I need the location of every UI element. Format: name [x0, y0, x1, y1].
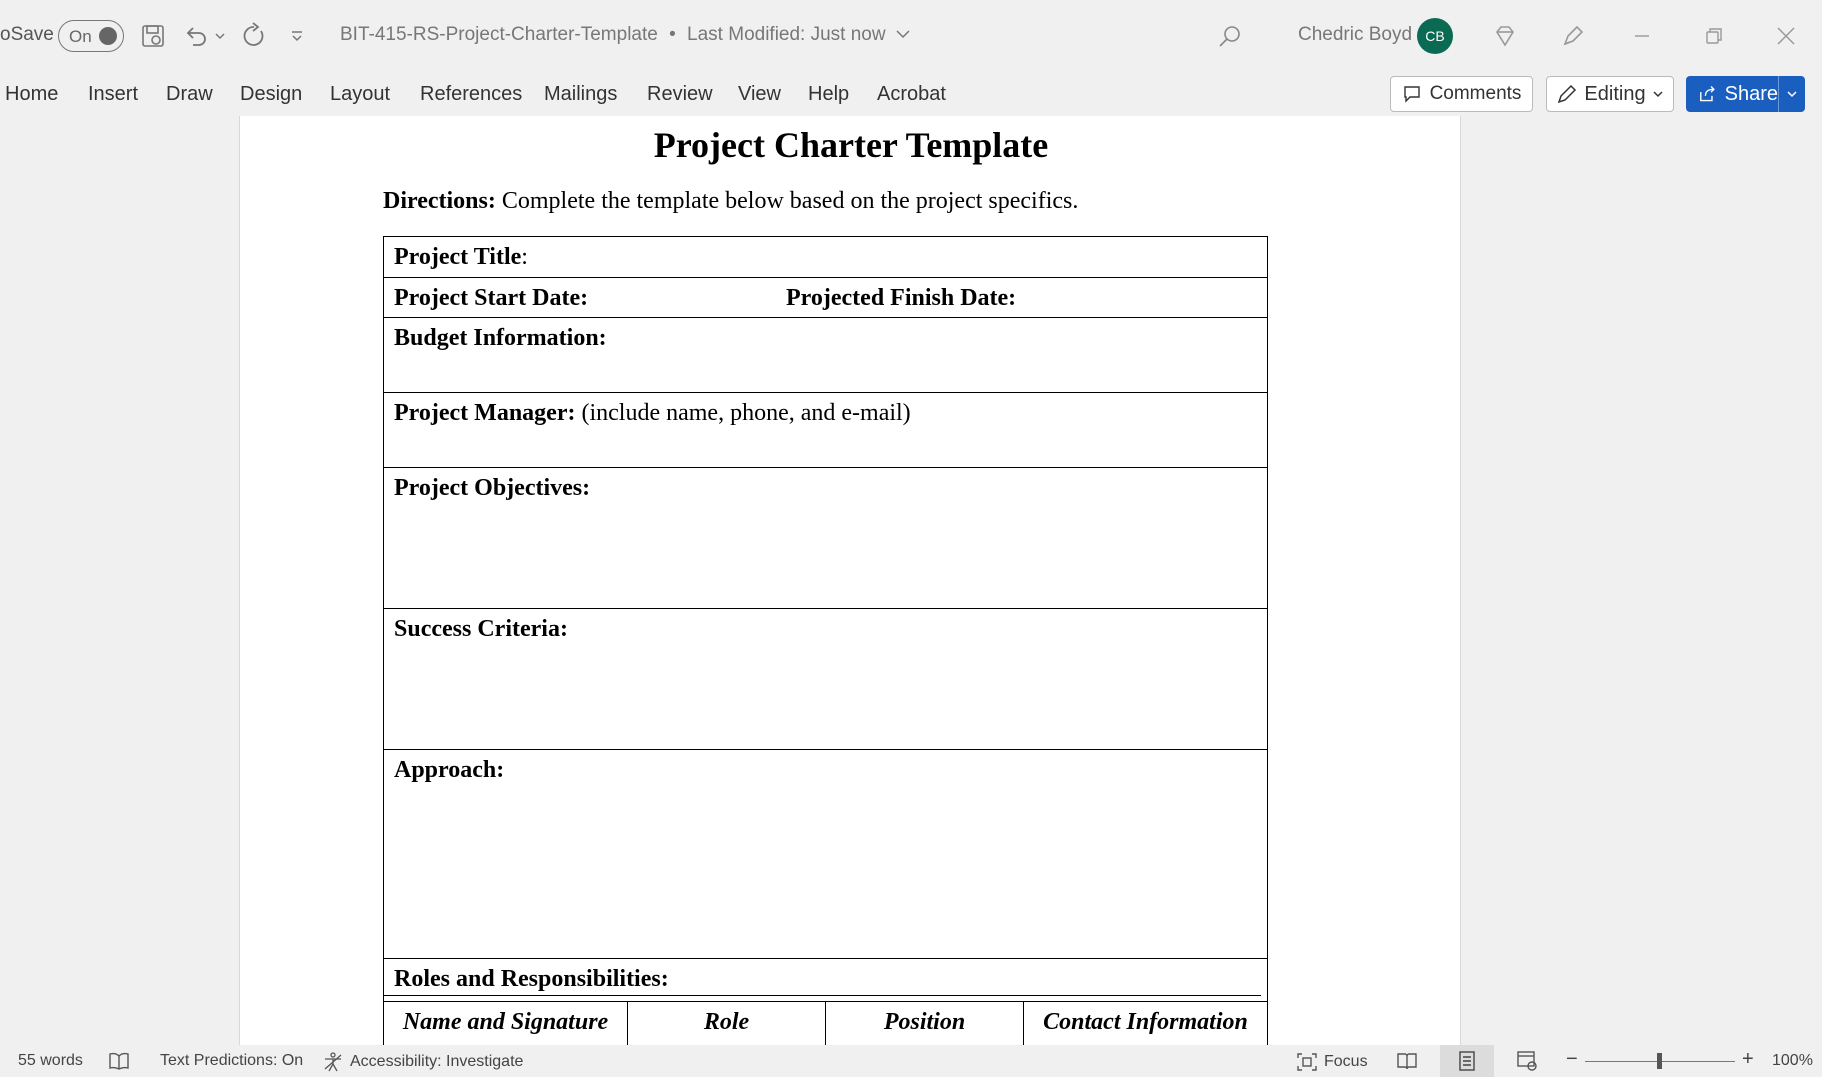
autosave-label: oSave — [0, 24, 54, 45]
directions — [383, 188, 1078, 215]
approach-label: Approach: — [394, 757, 505, 783]
book-icon — [1396, 1051, 1418, 1071]
directions-label: Directions: — [383, 188, 496, 214]
proofing-icon[interactable] — [108, 1050, 130, 1072]
editing-label: Editing — [1584, 82, 1646, 105]
document-heading: Project Charter Template — [653, 125, 1049, 165]
accessibility-icon — [322, 1052, 344, 1072]
title-separator: • — [669, 24, 676, 45]
last-modified: Last Modified: Just now — [687, 24, 886, 45]
document-page[interactable] — [239, 116, 1461, 1045]
column-contact-information[interactable]: Contact Information — [1043, 1009, 1248, 1035]
project-title-row[interactable] — [384, 237, 1267, 278]
tab-review[interactable]: Review — [647, 83, 713, 105]
chevron-down-icon — [1652, 89, 1664, 99]
focus-mode[interactable] — [1296, 1052, 1368, 1072]
avatar[interactable]: CB — [1417, 18, 1453, 54]
tab-design[interactable]: Design — [240, 83, 303, 105]
tab-draw[interactable]: Draw — [166, 83, 213, 105]
search-icon[interactable] — [1214, 20, 1246, 52]
finish-date-label: Projected Finish Date: — [786, 285, 1017, 311]
budget-label: Budget Information: — [394, 325, 607, 351]
tab-layout[interactable]: Layout — [330, 83, 391, 105]
objectives-label: Project Objectives: — [394, 475, 591, 501]
share-dropdown[interactable] — [1778, 76, 1805, 112]
share-main[interactable] — [1686, 83, 1778, 106]
undo-dropdown-icon[interactable] — [210, 20, 230, 52]
roles-underline — [384, 995, 1261, 996]
page-icon — [1458, 1050, 1476, 1072]
project-title-label: Project Title — [394, 244, 522, 270]
web-layout-icon — [1516, 1050, 1538, 1072]
success-criteria-label: Success Criteria: — [394, 616, 568, 642]
manager-label: Project Manager: — [394, 400, 576, 426]
toggle-knob — [99, 27, 117, 45]
roles-table-header — [384, 1001, 1267, 1045]
project-title-colon: : — [521, 244, 528, 270]
close-icon[interactable] — [1770, 20, 1802, 52]
comments-button[interactable] — [1390, 76, 1533, 112]
focus-label: Focus — [1324, 1053, 1368, 1070]
web-layout-button[interactable] — [1500, 1045, 1554, 1077]
roles-label: Roles and Responsibilities: — [394, 966, 669, 992]
undo-icon[interactable] — [180, 20, 212, 52]
column-name-signature[interactable]: Name and Signature — [384, 1002, 628, 1045]
share-icon — [1698, 84, 1717, 104]
zoom-in-button[interactable]: + — [1742, 1048, 1754, 1070]
charter-table — [383, 236, 1268, 1045]
text-predictions[interactable]: Text Predictions: On — [160, 1052, 304, 1069]
zoom-slider-thumb[interactable] — [1657, 1053, 1662, 1069]
minimize-icon[interactable] — [1626, 20, 1658, 52]
zoom-out-button[interactable]: − — [1566, 1048, 1578, 1070]
tab-view[interactable]: View — [738, 83, 781, 105]
chevron-down-icon — [895, 28, 911, 40]
tab-help[interactable]: Help — [808, 83, 850, 105]
autosave-toggle[interactable] — [58, 20, 124, 52]
save-icon[interactable] — [137, 20, 169, 52]
objectives-row[interactable] — [384, 468, 1267, 609]
title-bar — [0, 0, 1822, 74]
editing-mode-button[interactable] — [1546, 76, 1674, 112]
roles-row[interactable] — [384, 959, 1267, 1001]
approach-row[interactable] — [384, 750, 1267, 959]
print-layout-button[interactable] — [1440, 1045, 1494, 1077]
diamond-icon[interactable] — [1489, 20, 1521, 52]
read-mode-button[interactable] — [1380, 1045, 1434, 1077]
manager-row[interactable] — [384, 393, 1267, 468]
manager-hint: (include name, phone, and e-mail) — [575, 400, 911, 426]
column-position[interactable]: Position — [826, 1002, 1024, 1045]
restore-icon[interactable] — [1698, 20, 1730, 52]
zoom-level[interactable]: 100% — [1772, 1052, 1813, 1069]
tab-home[interactable]: Home — [5, 83, 59, 105]
autosave-state: On — [69, 27, 92, 46]
directions-text: Complete the template below based on the project specifics. — [495, 188, 1079, 214]
tab-acrobat[interactable]: Acrobat — [877, 83, 946, 105]
document-title-area[interactable] — [340, 24, 911, 46]
column-role[interactable]: Role — [628, 1002, 826, 1045]
tab-references[interactable]: References — [420, 83, 523, 105]
customize-toolbar-icon[interactable] — [282, 20, 312, 52]
tab-insert[interactable]: Insert — [88, 83, 139, 105]
comment-icon — [1402, 84, 1422, 104]
share-button[interactable] — [1686, 76, 1805, 112]
status-bar — [0, 1045, 1822, 1077]
dates-row[interactable] — [384, 278, 1267, 318]
document-title: BIT-415-RS-Project-Charter-Template — [340, 24, 658, 45]
accessibility-status[interactable] — [322, 1052, 523, 1072]
redo-icon[interactable] — [238, 20, 270, 52]
chevron-down-icon — [1786, 89, 1798, 99]
success-criteria-row[interactable] — [384, 609, 1267, 750]
budget-row[interactable] — [384, 318, 1267, 393]
start-date-label: Project Start Date: — [394, 285, 589, 311]
word-count[interactable]: 55 words — [18, 1052, 83, 1069]
tab-mailings[interactable]: Mailings — [544, 83, 618, 105]
comments-label: Comments — [1429, 83, 1522, 104]
share-label: Share — [1724, 82, 1778, 105]
user-name[interactable]: Chedric Boyd — [1298, 24, 1413, 45]
pencil-icon — [1556, 83, 1578, 105]
accessibility-label: Accessibility: Investigate — [350, 1053, 524, 1070]
pen-icon[interactable] — [1557, 20, 1589, 52]
focus-icon — [1296, 1052, 1318, 1072]
document-canvas — [0, 116, 1822, 1045]
